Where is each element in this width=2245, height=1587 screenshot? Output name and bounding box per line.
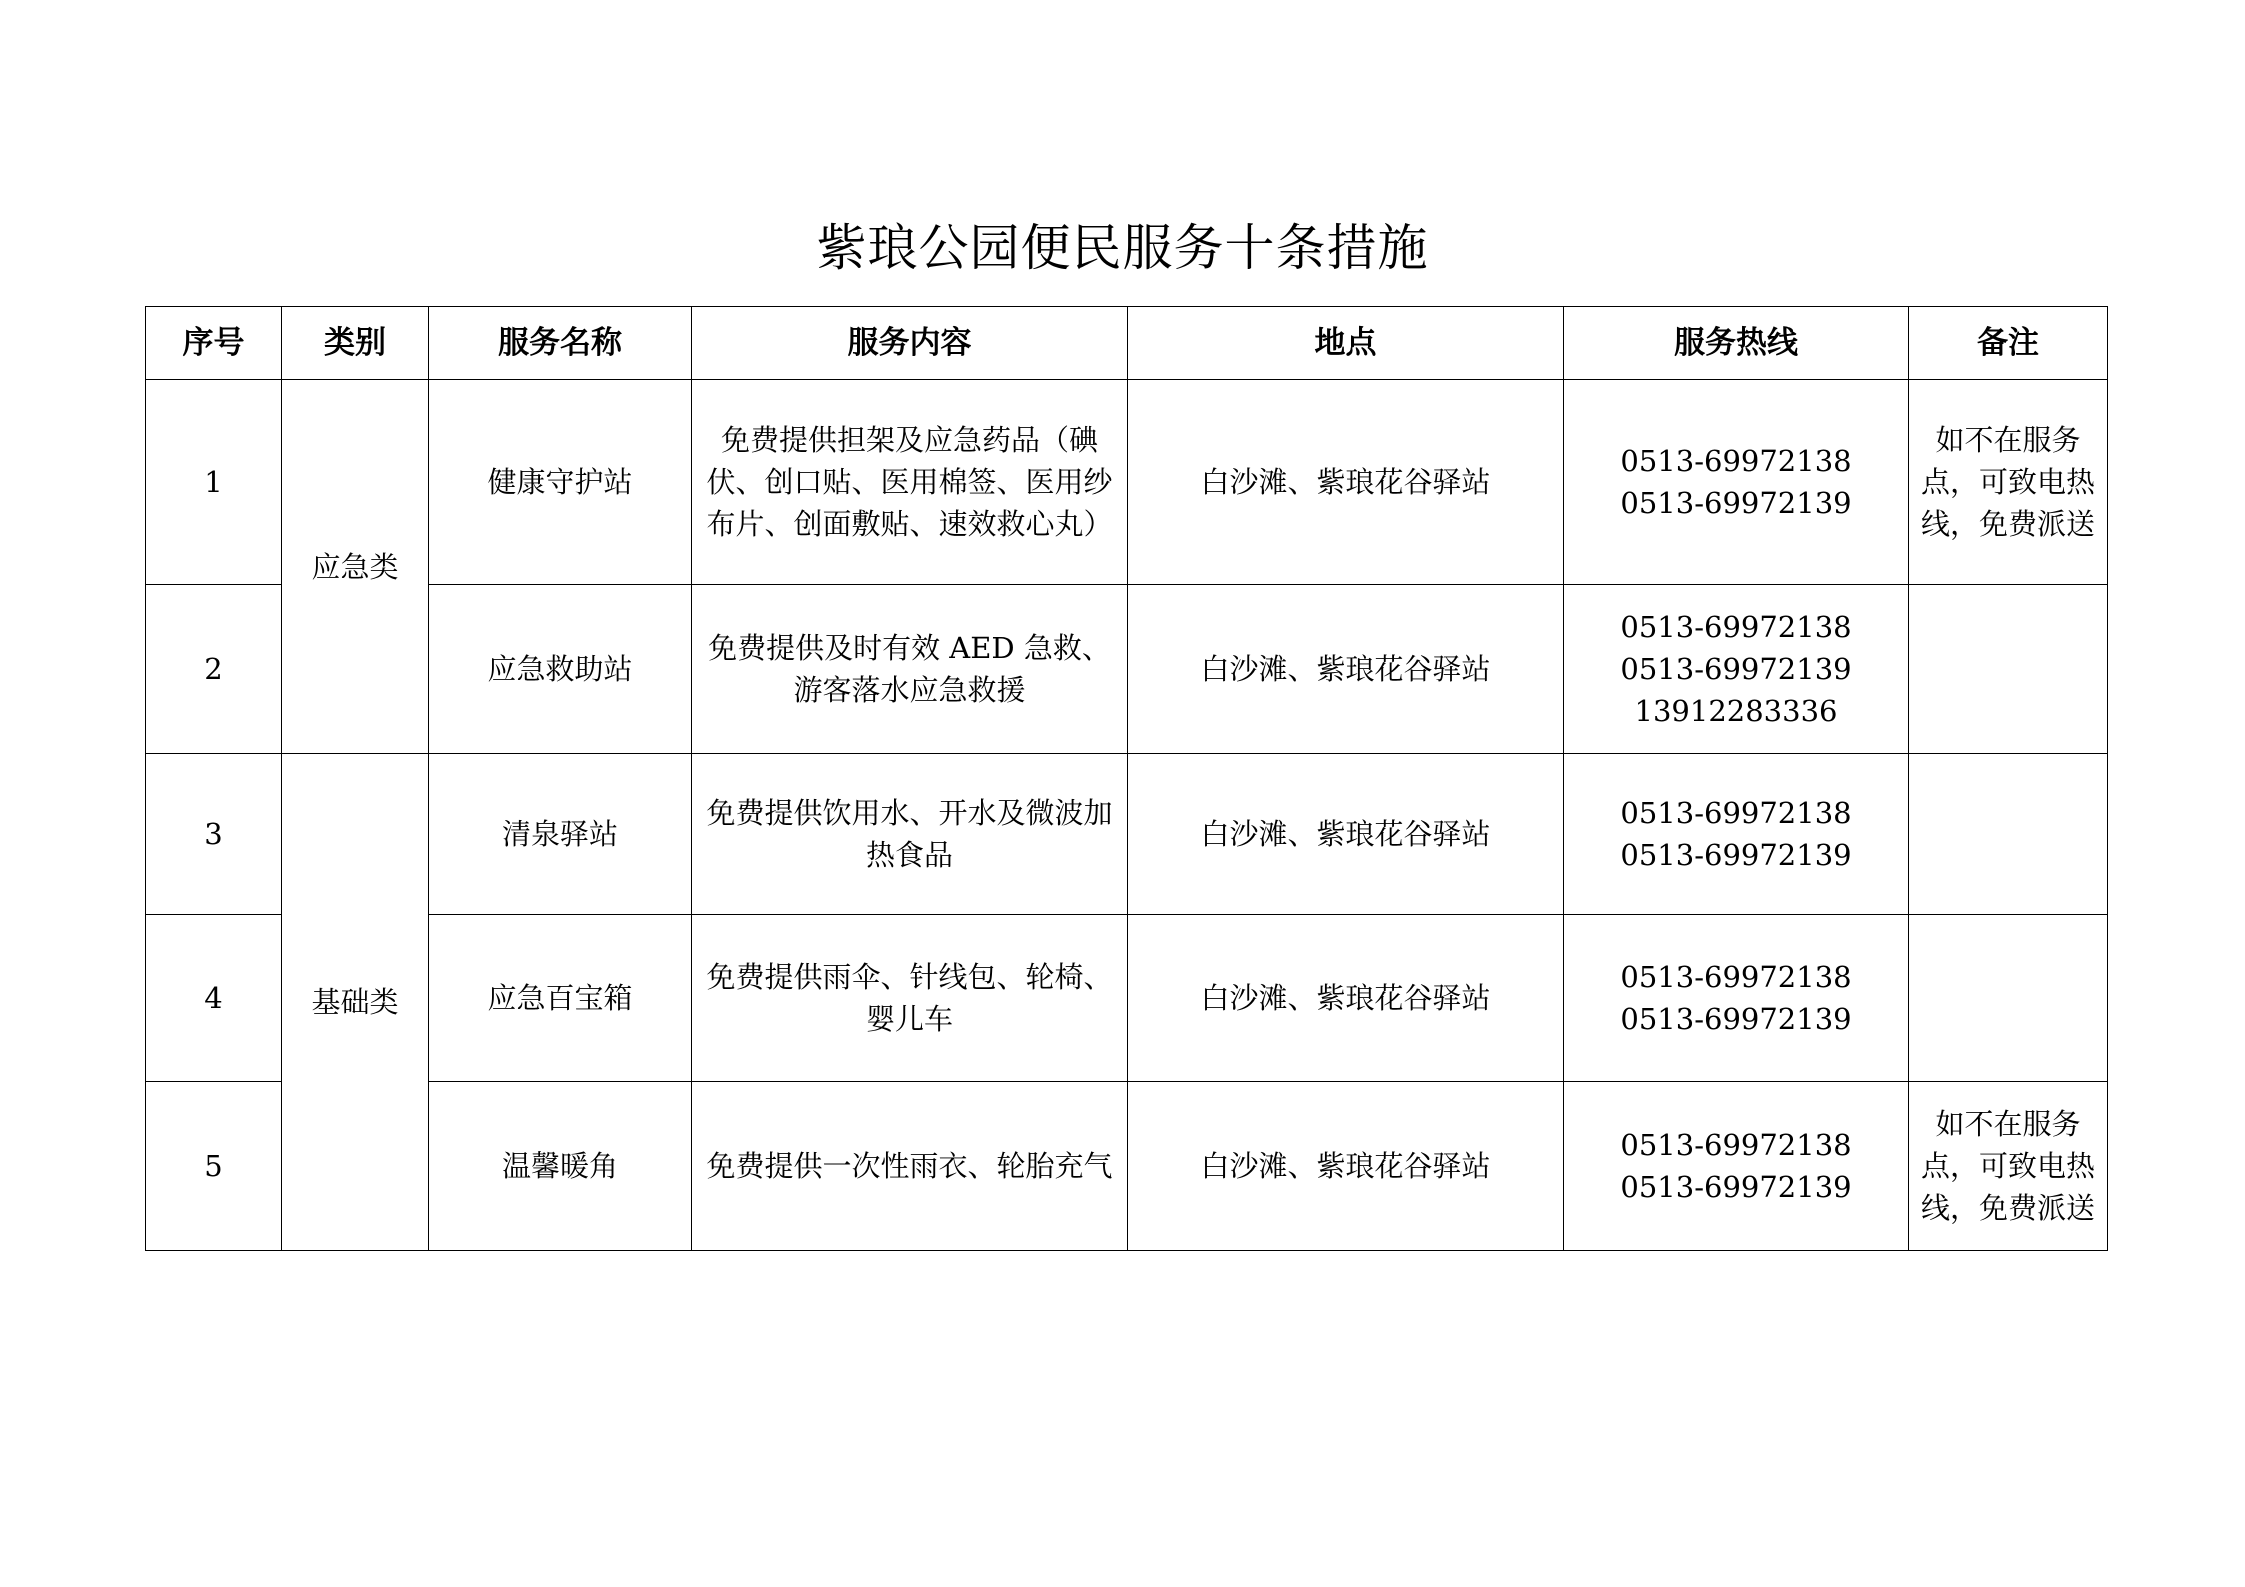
service-name: 清泉驿站 xyxy=(429,754,692,915)
service-remark xyxy=(1909,585,2108,754)
service-location: 白沙滩、紫琅花谷驿站 xyxy=(1128,754,1564,915)
hotline-number: 0513-69972138 xyxy=(1620,960,1852,994)
service-name: 健康守护站 xyxy=(429,380,692,585)
row-index: 2 xyxy=(146,585,282,754)
service-content: 免费提供担架及应急药品（碘伏、创口贴、医用棉签、医用纱布片、创面敷贴、速效救心丸） xyxy=(692,380,1128,585)
service-hotline xyxy=(1564,380,1909,585)
service-name: 温馨暖角 xyxy=(429,1082,692,1251)
hotline-number: 0513-69972139 xyxy=(1620,1002,1852,1036)
service-hotline xyxy=(1564,1082,1909,1251)
column-header-location: 地点 xyxy=(1128,307,1564,380)
service-content: 免费提供雨伞、针线包、轮椅、婴儿车 xyxy=(692,915,1128,1082)
column-header-service-name: 服务名称 xyxy=(429,307,692,380)
table-row xyxy=(146,754,2108,915)
hotline-number: 0513-69972139 xyxy=(1620,838,1852,872)
row-index: 5 xyxy=(146,1082,282,1251)
page-title: 紫琅公园便民服务十条措施 xyxy=(816,219,1429,277)
column-header-remark: 备注 xyxy=(1909,307,2108,380)
column-header-hotline: 服务热线 xyxy=(1564,307,1909,380)
hotline-number: 0513-69972139 xyxy=(1620,486,1852,520)
service-location: 白沙滩、紫琅花谷驿站 xyxy=(1128,585,1564,754)
hotline-number: 13912283336 xyxy=(1634,694,1838,728)
service-location: 白沙滩、紫琅花谷驿站 xyxy=(1128,380,1564,585)
service-remark xyxy=(1909,915,2108,1082)
row-index: 4 xyxy=(146,915,282,1082)
service-hotline xyxy=(1564,915,1909,1082)
service-content: 免费提供及时有效 AED 急救、游客落水应急救援 xyxy=(692,585,1128,754)
service-hotline xyxy=(1564,585,1909,754)
service-name: 应急百宝箱 xyxy=(429,915,692,1082)
service-location: 白沙滩、紫琅花谷驿站 xyxy=(1128,1082,1564,1251)
service-remark: 如不在服务点，可致电热线，免费派送 xyxy=(1909,380,2108,585)
service-remark xyxy=(1909,754,2108,915)
table-header-row xyxy=(146,307,2108,380)
column-header-index: 序号 xyxy=(146,307,282,380)
service-hotline xyxy=(1564,754,1909,915)
service-table xyxy=(145,306,2108,1251)
column-header-category: 类别 xyxy=(282,307,429,380)
table-row xyxy=(146,1082,2108,1251)
row-index: 1 xyxy=(146,380,282,585)
hotline-number: 0513-69972138 xyxy=(1620,444,1852,478)
hotline-number: 0513-69972138 xyxy=(1620,1128,1852,1162)
hotline-number: 0513-69972139 xyxy=(1620,652,1852,686)
hotline-number: 0513-69972138 xyxy=(1620,796,1852,830)
service-content: 免费提供饮用水、开水及微波加热食品 xyxy=(692,754,1128,915)
category-cell-basic: 基础类 xyxy=(282,754,429,1251)
service-content: 免费提供一次性雨衣、轮胎充气 xyxy=(692,1082,1128,1251)
table-row xyxy=(146,585,2108,754)
table-row xyxy=(146,915,2108,1082)
hotline-number: 0513-69972139 xyxy=(1620,1170,1852,1204)
service-name: 应急救助站 xyxy=(429,585,692,754)
category-cell-emergency: 应急类 xyxy=(282,380,429,754)
column-header-service-content: 服务内容 xyxy=(692,307,1128,380)
service-location: 白沙滩、紫琅花谷驿站 xyxy=(1128,915,1564,1082)
table-row xyxy=(146,380,2108,585)
row-index: 3 xyxy=(146,754,282,915)
hotline-number: 0513-69972138 xyxy=(1620,610,1852,644)
service-remark: 如不在服务点，可致电热线，免费派送 xyxy=(1909,1082,2108,1251)
